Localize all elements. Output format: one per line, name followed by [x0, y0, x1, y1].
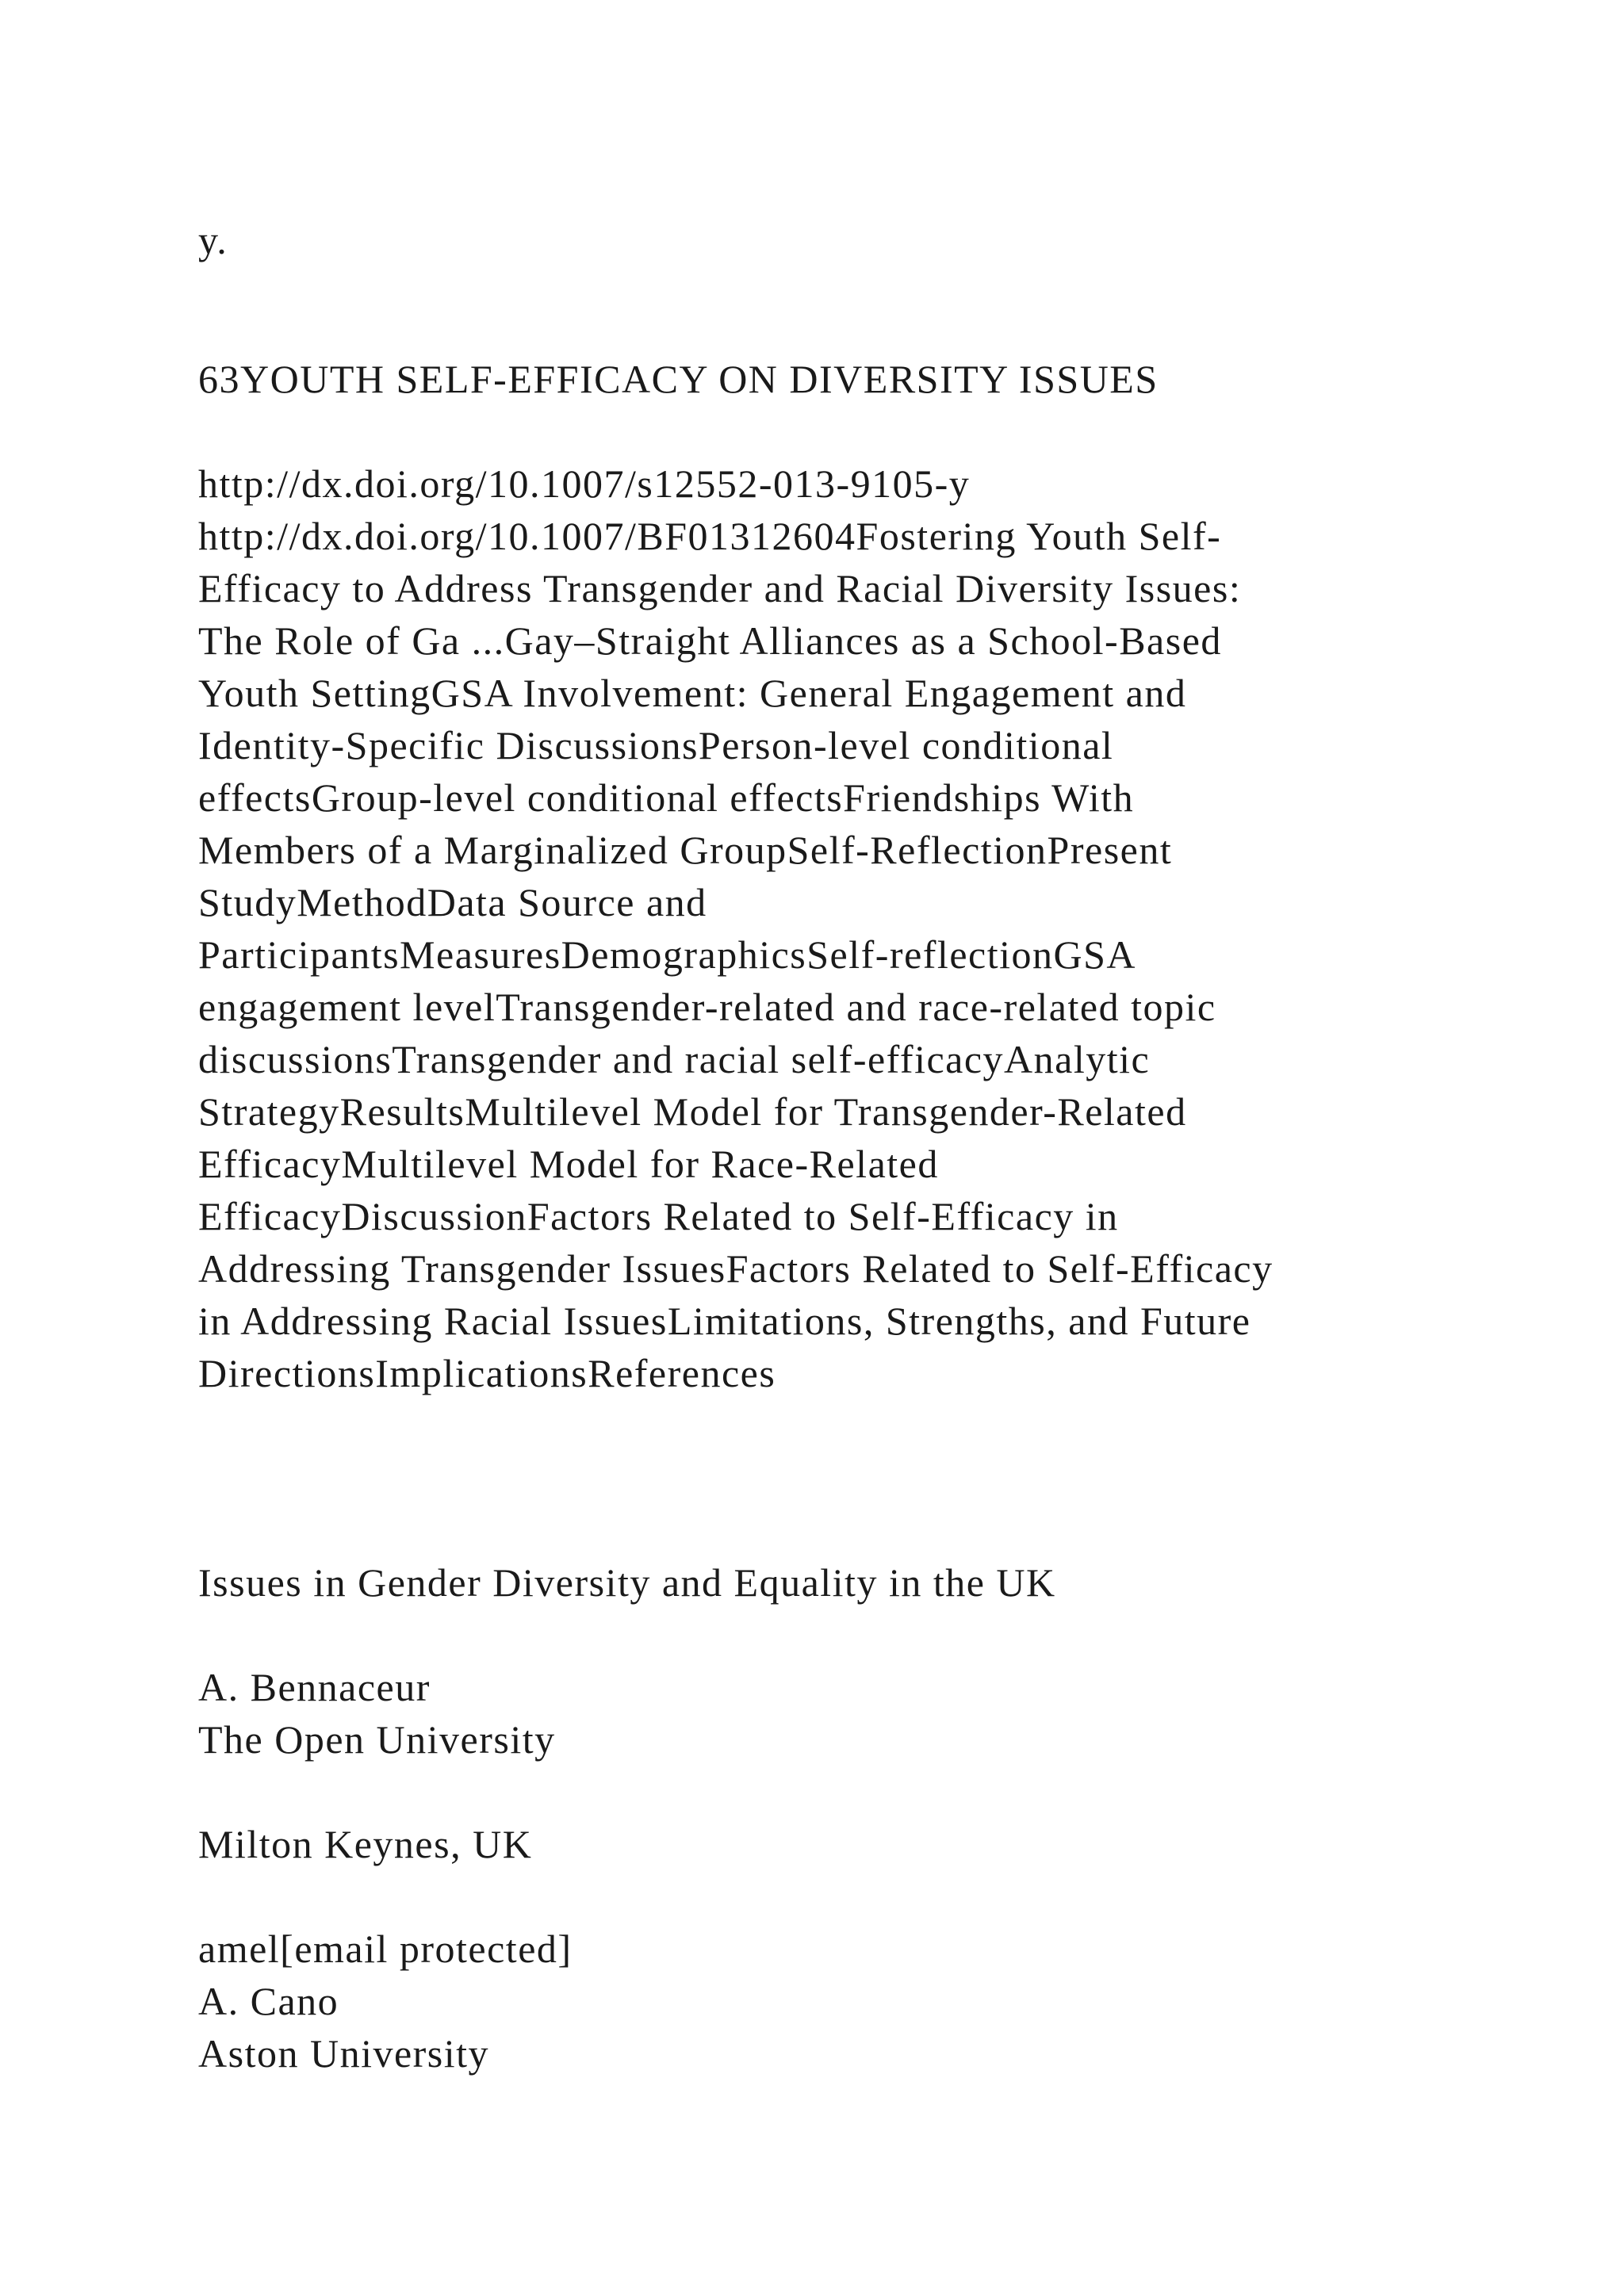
- running-header: 63YOUTH SELF-EFFICACY ON DIVERSITY ISSUES: [198, 357, 1159, 401]
- toc-line: in Addressing Racial IssuesLimitations, Strengths, and Future: [198, 1299, 1251, 1343]
- toc-line: StrategyResultsMultilevel Model for Transgender-Related: [198, 1089, 1187, 1134]
- toc-line: The Role of Ga ...Gay–Straight Alliances as a School-Based: [198, 618, 1222, 663]
- doi-link[interactable]: http://dx.doi.org/10.1007/s12552-013-9105-y: [198, 461, 971, 506]
- toc-line: EfficacyDiscussionFactors Related to Self-Efficacy in: [198, 1194, 1119, 1238]
- toc-line: EfficacyMultilevel Model for Race-Related: [198, 1142, 939, 1186]
- author-name: A. Bennaceur: [198, 1665, 431, 1709]
- author-location: Milton Keynes, UK: [198, 1822, 533, 1866]
- toc-line: effectsGroup-level conditional effectsFriendships With: [198, 775, 1135, 820]
- author-affiliation: The Open University: [198, 1717, 556, 1762]
- toc-line: http://dx.doi.org/10.1007/BF01312604Fostering Youth Self-: [198, 514, 1222, 558]
- toc-line: Efficacy to Address Transgender and Racial Diversity Issues:: [198, 566, 1242, 610]
- toc-line: Youth SettingGSA Involvement: General Engagement and: [198, 671, 1187, 715]
- author-email[interactable]: amel[email protected]: [198, 1927, 573, 1971]
- text-fragment: y.: [198, 218, 228, 262]
- author-name: A. Cano: [198, 1979, 339, 2023]
- toc-line: Addressing Transgender IssuesFactors Related to Self-Efficacy: [198, 1246, 1274, 1291]
- toc-line: discussionsTransgender and racial self-efficacyAnalytic: [198, 1037, 1151, 1081]
- toc-line: Members of a Marginalized GroupSelf-ReflectionPresent: [198, 828, 1173, 872]
- toc-line: StudyMethodData Source and: [198, 880, 707, 924]
- toc-line: DirectionsImplicationsReferences: [198, 1351, 776, 1395]
- toc-line: Identity-Specific DiscussionsPerson-level conditional: [198, 723, 1114, 767]
- toc-line: ParticipantsMeasuresDemographicsSelf-reflectionGSA: [198, 932, 1137, 977]
- toc-line: engagement levelTransgender-related and race-related topic: [198, 985, 1216, 1029]
- author-affiliation: Aston University: [198, 2031, 490, 2076]
- article-title: Issues in Gender Diversity and Equality in the UK: [198, 1560, 1056, 1605]
